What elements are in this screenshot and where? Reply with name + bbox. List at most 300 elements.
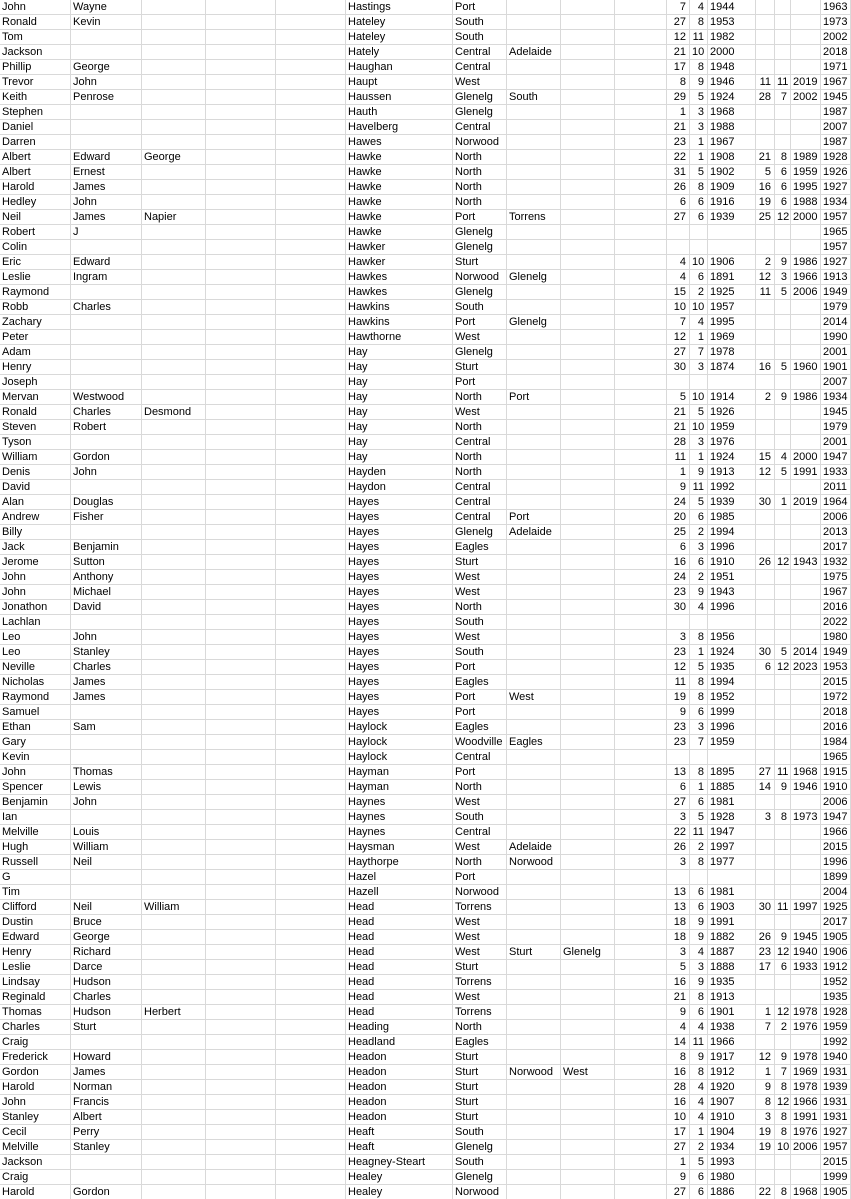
club3-cell[interactable]: [561, 480, 615, 495]
club1-cell[interactable]: West: [453, 75, 507, 90]
debut-year-cell[interactable]: 1939: [821, 1080, 851, 1095]
birth-day-cell[interactable]: 6: [667, 540, 690, 555]
birth-month-cell[interactable]: 6: [690, 900, 708, 915]
club1-cell[interactable]: Sturt: [453, 1095, 507, 1110]
first-name-cell[interactable]: Neil: [0, 210, 71, 225]
empty-cell[interactable]: [615, 885, 667, 900]
death-day-cell[interactable]: [756, 975, 775, 990]
birth-year-cell[interactable]: 1981: [708, 885, 756, 900]
empty-cell[interactable]: [276, 75, 346, 90]
empty-cell[interactable]: [615, 690, 667, 705]
middle-name-cell[interactable]: Ernest: [71, 165, 142, 180]
birth-year-cell[interactable]: 1948: [708, 60, 756, 75]
club2-cell[interactable]: [507, 990, 561, 1005]
empty-cell[interactable]: [206, 750, 276, 765]
third-name-cell[interactable]: [142, 285, 206, 300]
surname-cell[interactable]: Head: [346, 1005, 453, 1020]
club3-cell[interactable]: [561, 300, 615, 315]
birth-day-cell[interactable]: 17: [667, 1125, 690, 1140]
third-name-cell[interactable]: [142, 1170, 206, 1185]
first-name-cell[interactable]: Reginald: [0, 990, 71, 1005]
empty-cell[interactable]: [615, 15, 667, 30]
debut-year-cell[interactable]: 1947: [821, 450, 851, 465]
middle-name-cell[interactable]: Stanley: [71, 645, 142, 660]
club2-cell[interactable]: [507, 1005, 561, 1020]
death-day-cell[interactable]: [756, 855, 775, 870]
first-name-cell[interactable]: Stephen: [0, 105, 71, 120]
death-day-cell[interactable]: [756, 915, 775, 930]
first-name-cell[interactable]: Adam: [0, 345, 71, 360]
birth-day-cell[interactable]: 26: [667, 180, 690, 195]
death-month-cell[interactable]: [775, 15, 791, 30]
debut-year-cell[interactable]: 1935: [821, 990, 851, 1005]
club3-cell[interactable]: [561, 975, 615, 990]
club2-cell[interactable]: Adelaide: [507, 840, 561, 855]
death-year-cell[interactable]: [791, 675, 821, 690]
death-month-cell[interactable]: 9: [775, 930, 791, 945]
debut-year-cell[interactable]: 1971: [821, 60, 851, 75]
empty-cell[interactable]: [615, 795, 667, 810]
third-name-cell[interactable]: [142, 555, 206, 570]
death-day-cell[interactable]: [756, 435, 775, 450]
empty-cell[interactable]: [276, 1035, 346, 1050]
birth-year-cell[interactable]: 1924: [708, 645, 756, 660]
death-year-cell[interactable]: [791, 825, 821, 840]
club1-cell[interactable]: Sturt: [453, 1065, 507, 1080]
death-month-cell[interactable]: [775, 375, 791, 390]
surname-cell[interactable]: Hayes: [346, 690, 453, 705]
death-day-cell[interactable]: [756, 135, 775, 150]
death-year-cell[interactable]: [791, 240, 821, 255]
middle-name-cell[interactable]: William: [71, 840, 142, 855]
death-day-cell[interactable]: [756, 630, 775, 645]
third-name-cell[interactable]: [142, 300, 206, 315]
first-name-cell[interactable]: Peter: [0, 330, 71, 345]
middle-name-cell[interactable]: Charles: [71, 660, 142, 675]
club2-cell[interactable]: [507, 780, 561, 795]
first-name-cell[interactable]: Billy: [0, 525, 71, 540]
birth-year-cell[interactable]: [708, 750, 756, 765]
third-name-cell[interactable]: [142, 1080, 206, 1095]
empty-cell[interactable]: [276, 615, 346, 630]
empty-cell[interactable]: [276, 105, 346, 120]
club3-cell[interactable]: [561, 1140, 615, 1155]
debut-year-cell[interactable]: 1987: [821, 135, 851, 150]
birth-month-cell[interactable]: 5: [690, 1155, 708, 1170]
birth-month-cell[interactable]: 6: [690, 1005, 708, 1020]
birth-year-cell[interactable]: 1969: [708, 330, 756, 345]
surname-cell[interactable]: Haynes: [346, 810, 453, 825]
birth-month-cell[interactable]: 4: [690, 1095, 708, 1110]
birth-day-cell[interactable]: 8: [667, 1050, 690, 1065]
death-month-cell[interactable]: 9: [775, 1050, 791, 1065]
death-year-cell[interactable]: [791, 585, 821, 600]
club1-cell[interactable]: Glenelg: [453, 105, 507, 120]
club3-cell[interactable]: [561, 135, 615, 150]
surname-cell[interactable]: Hay: [346, 420, 453, 435]
middle-name-cell[interactable]: Francis: [71, 1095, 142, 1110]
death-month-cell[interactable]: [775, 1155, 791, 1170]
empty-cell[interactable]: [615, 465, 667, 480]
debut-year-cell[interactable]: 1999: [821, 1170, 851, 1185]
empty-cell[interactable]: [206, 780, 276, 795]
birth-day-cell[interactable]: 21: [667, 405, 690, 420]
third-name-cell[interactable]: [142, 1140, 206, 1155]
surname-cell[interactable]: Haughan: [346, 60, 453, 75]
birth-month-cell[interactable]: 9: [690, 465, 708, 480]
club1-cell[interactable]: Norwood: [453, 1185, 507, 1199]
birth-day-cell[interactable]: [667, 225, 690, 240]
death-day-cell[interactable]: 26: [756, 555, 775, 570]
empty-cell[interactable]: [615, 180, 667, 195]
empty-cell[interactable]: [276, 360, 346, 375]
surname-cell[interactable]: Hawke: [346, 210, 453, 225]
club2-cell[interactable]: [507, 1035, 561, 1050]
club1-cell[interactable]: Port: [453, 210, 507, 225]
club2-cell[interactable]: West: [507, 690, 561, 705]
empty-cell[interactable]: [206, 765, 276, 780]
debut-year-cell[interactable]: 1973: [821, 15, 851, 30]
death-month-cell[interactable]: [775, 135, 791, 150]
debut-year-cell[interactable]: 2016: [821, 720, 851, 735]
club1-cell[interactable]: Central: [453, 510, 507, 525]
death-month-cell[interactable]: 8: [775, 1110, 791, 1125]
empty-cell[interactable]: [615, 960, 667, 975]
birth-month-cell[interactable]: 11: [690, 1035, 708, 1050]
empty-cell[interactable]: [276, 15, 346, 30]
empty-cell[interactable]: [206, 720, 276, 735]
birth-day-cell[interactable]: 5: [667, 390, 690, 405]
birth-day-cell[interactable]: 28: [667, 435, 690, 450]
empty-cell[interactable]: [206, 645, 276, 660]
death-month-cell[interactable]: [775, 675, 791, 690]
middle-name-cell[interactable]: James: [71, 675, 142, 690]
birth-year-cell[interactable]: 1895: [708, 765, 756, 780]
middle-name-cell[interactable]: John: [71, 630, 142, 645]
debut-year-cell[interactable]: 2016: [821, 600, 851, 615]
empty-cell[interactable]: [206, 915, 276, 930]
club2-cell[interactable]: [507, 870, 561, 885]
death-year-cell[interactable]: 2002: [791, 90, 821, 105]
club1-cell[interactable]: Central: [453, 495, 507, 510]
birth-year-cell[interactable]: [708, 870, 756, 885]
birth-year-cell[interactable]: 1943: [708, 585, 756, 600]
club2-cell[interactable]: [507, 360, 561, 375]
death-day-cell[interactable]: [756, 330, 775, 345]
surname-cell[interactable]: Hastings: [346, 0, 453, 15]
club2-cell[interactable]: [507, 330, 561, 345]
third-name-cell[interactable]: [142, 315, 206, 330]
birth-day-cell[interactable]: 12: [667, 30, 690, 45]
empty-cell[interactable]: [206, 1065, 276, 1080]
debut-year-cell[interactable]: 1967: [821, 585, 851, 600]
death-year-cell[interactable]: 2000: [791, 450, 821, 465]
third-name-cell[interactable]: [142, 225, 206, 240]
empty-cell[interactable]: [615, 540, 667, 555]
birth-year-cell[interactable]: 1906: [708, 255, 756, 270]
death-month-cell[interactable]: [775, 990, 791, 1005]
death-month-cell[interactable]: 11: [775, 75, 791, 90]
surname-cell[interactable]: Hayes: [346, 555, 453, 570]
birth-day-cell[interactable]: 3: [667, 855, 690, 870]
third-name-cell[interactable]: [142, 690, 206, 705]
surname-cell[interactable]: Hawker: [346, 255, 453, 270]
club1-cell[interactable]: North: [453, 450, 507, 465]
third-name-cell[interactable]: [142, 525, 206, 540]
first-name-cell[interactable]: Mervan: [0, 390, 71, 405]
birth-day-cell[interactable]: 7: [667, 0, 690, 15]
club1-cell[interactable]: West: [453, 795, 507, 810]
death-month-cell[interactable]: [775, 840, 791, 855]
surname-cell[interactable]: Head: [346, 960, 453, 975]
club1-cell[interactable]: West: [453, 930, 507, 945]
empty-cell[interactable]: [206, 135, 276, 150]
birth-day-cell[interactable]: [667, 750, 690, 765]
birth-year-cell[interactable]: [708, 375, 756, 390]
debut-year-cell[interactable]: 1905: [821, 1185, 851, 1199]
empty-cell[interactable]: [615, 60, 667, 75]
third-name-cell[interactable]: [142, 330, 206, 345]
empty-cell[interactable]: [206, 600, 276, 615]
death-year-cell[interactable]: 1991: [791, 1110, 821, 1125]
club1-cell[interactable]: Port: [453, 375, 507, 390]
empty-cell[interactable]: [206, 1110, 276, 1125]
club3-cell[interactable]: [561, 570, 615, 585]
club2-cell[interactable]: [507, 465, 561, 480]
birth-day-cell[interactable]: 12: [667, 660, 690, 675]
death-day-cell[interactable]: 12: [756, 1050, 775, 1065]
empty-cell[interactable]: [615, 480, 667, 495]
middle-name-cell[interactable]: Neil: [71, 855, 142, 870]
birth-day-cell[interactable]: 28: [667, 1080, 690, 1095]
club1-cell[interactable]: North: [453, 1020, 507, 1035]
death-year-cell[interactable]: [791, 480, 821, 495]
surname-cell[interactable]: Head: [346, 900, 453, 915]
birth-day-cell[interactable]: 16: [667, 975, 690, 990]
club2-cell[interactable]: [507, 255, 561, 270]
death-day-cell[interactable]: [756, 870, 775, 885]
first-name-cell[interactable]: Clifford: [0, 900, 71, 915]
birth-year-cell[interactable]: 1938: [708, 1020, 756, 1035]
surname-cell[interactable]: Hateley: [346, 15, 453, 30]
first-name-cell[interactable]: Robert: [0, 225, 71, 240]
debut-year-cell[interactable]: 1966: [821, 825, 851, 840]
death-month-cell[interactable]: [775, 735, 791, 750]
club3-cell[interactable]: [561, 1035, 615, 1050]
surname-cell[interactable]: Hayman: [346, 765, 453, 780]
empty-cell[interactable]: [615, 255, 667, 270]
birth-month-cell[interactable]: 7: [690, 735, 708, 750]
death-month-cell[interactable]: [775, 1170, 791, 1185]
club2-cell[interactable]: [507, 615, 561, 630]
empty-cell[interactable]: [276, 705, 346, 720]
death-day-cell[interactable]: 6: [756, 660, 775, 675]
empty-cell[interactable]: [206, 465, 276, 480]
first-name-cell[interactable]: Craig: [0, 1035, 71, 1050]
club3-cell[interactable]: [561, 180, 615, 195]
first-name-cell[interactable]: Darren: [0, 135, 71, 150]
first-name-cell[interactable]: Raymond: [0, 690, 71, 705]
birth-day-cell[interactable]: [667, 870, 690, 885]
death-month-cell[interactable]: 5: [775, 465, 791, 480]
death-year-cell[interactable]: [791, 0, 821, 15]
middle-name-cell[interactable]: Louis: [71, 825, 142, 840]
third-name-cell[interactable]: [142, 450, 206, 465]
middle-name-cell[interactable]: Neil: [71, 900, 142, 915]
birth-day-cell[interactable]: 27: [667, 1185, 690, 1199]
empty-cell[interactable]: [615, 150, 667, 165]
club2-cell[interactable]: [507, 195, 561, 210]
club2-cell[interactable]: Adelaide: [507, 45, 561, 60]
club2-cell[interactable]: Sturt: [507, 945, 561, 960]
death-year-cell[interactable]: [791, 1035, 821, 1050]
debut-year-cell[interactable]: 1964: [821, 495, 851, 510]
birth-month-cell[interactable]: 1: [690, 135, 708, 150]
club3-cell[interactable]: [561, 810, 615, 825]
empty-cell[interactable]: [206, 75, 276, 90]
empty-cell[interactable]: [276, 435, 346, 450]
death-year-cell[interactable]: [791, 330, 821, 345]
empty-cell[interactable]: [615, 825, 667, 840]
club2-cell[interactable]: [507, 960, 561, 975]
debut-year-cell[interactable]: 1984: [821, 735, 851, 750]
third-name-cell[interactable]: [142, 255, 206, 270]
surname-cell[interactable]: Hayes: [346, 675, 453, 690]
surname-cell[interactable]: Hawke: [346, 165, 453, 180]
death-month-cell[interactable]: 8: [775, 1185, 791, 1199]
death-month-cell[interactable]: 12: [777, 1096, 790, 1108]
empty-cell[interactable]: [206, 360, 276, 375]
empty-cell[interactable]: [206, 525, 276, 540]
death-day-cell[interactable]: [756, 300, 775, 315]
debut-year-cell[interactable]: 2011: [821, 480, 851, 495]
death-day-cell[interactable]: 16: [756, 360, 775, 375]
death-year-cell[interactable]: [791, 135, 821, 150]
birth-day-cell[interactable]: 17: [667, 60, 690, 75]
empty-cell[interactable]: [206, 900, 276, 915]
death-day-cell[interactable]: [756, 0, 775, 15]
birth-month-cell[interactable]: 2: [690, 570, 708, 585]
death-year-cell[interactable]: [791, 855, 821, 870]
empty-cell[interactable]: [276, 480, 346, 495]
death-month-cell[interactable]: 7: [775, 90, 791, 105]
birth-year-cell[interactable]: 1994: [708, 525, 756, 540]
club1-cell[interactable]: North: [453, 780, 507, 795]
third-name-cell[interactable]: [142, 510, 206, 525]
empty-cell[interactable]: [276, 630, 346, 645]
club1-cell[interactable]: Port: [453, 315, 507, 330]
birth-year-cell[interactable]: 1978: [708, 345, 756, 360]
club1-cell[interactable]: North: [453, 195, 507, 210]
third-name-cell[interactable]: [142, 1110, 206, 1125]
third-name-cell[interactable]: [142, 990, 206, 1005]
third-name-cell[interactable]: [142, 420, 206, 435]
empty-cell[interactable]: [615, 195, 667, 210]
debut-year-cell[interactable]: 1963: [821, 0, 851, 15]
empty-cell[interactable]: [206, 420, 276, 435]
death-month-cell[interactable]: 11: [775, 900, 791, 915]
death-month-cell[interactable]: [775, 420, 791, 435]
empty-cell[interactable]: [276, 810, 346, 825]
death-month-cell[interactable]: [775, 795, 791, 810]
club1-cell[interactable]: Torrens: [453, 900, 507, 915]
death-day-cell[interactable]: 11: [756, 285, 775, 300]
surname-cell[interactable]: Haylock: [346, 750, 453, 765]
middle-name-cell[interactable]: [71, 525, 142, 540]
first-name-cell[interactable]: John: [0, 1095, 71, 1110]
club1-cell[interactable]: Torrens: [453, 1005, 507, 1020]
third-name-cell[interactable]: [142, 795, 206, 810]
club2-cell[interactable]: [507, 135, 561, 150]
empty-cell[interactable]: [276, 660, 346, 675]
middle-name-cell[interactable]: [71, 375, 142, 390]
first-name-cell[interactable]: G: [0, 870, 71, 885]
birth-day-cell[interactable]: 18: [667, 930, 690, 945]
debut-year-cell[interactable]: 1945: [821, 405, 851, 420]
empty-cell[interactable]: [615, 900, 667, 915]
club1-cell[interactable]: Port: [453, 705, 507, 720]
empty-cell[interactable]: [206, 960, 276, 975]
birth-month-cell[interactable]: 5: [690, 165, 708, 180]
birth-month-cell[interactable]: 8: [690, 180, 708, 195]
death-month-cell[interactable]: [775, 345, 791, 360]
middle-name-cell[interactable]: Hudson: [71, 975, 142, 990]
empty-cell[interactable]: [206, 870, 276, 885]
surname-cell[interactable]: Hayes: [346, 510, 453, 525]
death-month-cell[interactable]: 5: [775, 645, 791, 660]
death-year-cell[interactable]: [791, 225, 821, 240]
birth-year-cell[interactable]: 1966: [708, 1035, 756, 1050]
third-name-cell[interactable]: [142, 90, 206, 105]
club2-cell[interactable]: [507, 75, 561, 90]
first-name-cell[interactable]: Hugh: [0, 840, 71, 855]
club1-cell[interactable]: Central: [453, 45, 507, 60]
birth-year-cell[interactable]: 1920: [708, 1080, 756, 1095]
birth-year-cell[interactable]: 1882: [708, 930, 756, 945]
death-day-cell[interactable]: 2: [756, 390, 775, 405]
debut-year-cell[interactable]: 1980: [821, 630, 851, 645]
birth-year-cell[interactable]: 1956: [708, 630, 756, 645]
first-name-cell[interactable]: Raymond: [0, 285, 71, 300]
death-month-cell[interactable]: [775, 435, 791, 450]
third-name-cell[interactable]: [142, 840, 206, 855]
debut-year-cell[interactable]: 1913: [821, 270, 851, 285]
birth-day-cell[interactable]: 23: [667, 720, 690, 735]
birth-year-cell[interactable]: 1996: [708, 720, 756, 735]
debut-year-cell[interactable]: 1953: [821, 660, 851, 675]
empty-cell[interactable]: [615, 1080, 667, 1095]
birth-year-cell[interactable]: 1947: [708, 825, 756, 840]
empty-cell[interactable]: [276, 675, 346, 690]
empty-cell[interactable]: [615, 915, 667, 930]
club3-cell[interactable]: [561, 120, 615, 135]
empty-cell[interactable]: [276, 570, 346, 585]
club3-cell[interactable]: [561, 510, 615, 525]
club3-cell[interactable]: [561, 585, 615, 600]
empty-cell[interactable]: [276, 690, 346, 705]
empty-cell[interactable]: [615, 765, 667, 780]
birth-day-cell[interactable]: 13: [667, 885, 690, 900]
debut-year-cell[interactable]: 1965: [821, 225, 851, 240]
death-month-cell[interactable]: [775, 315, 791, 330]
death-year-cell[interactable]: 1943: [791, 555, 821, 570]
third-name-cell[interactable]: [142, 105, 206, 120]
empty-cell[interactable]: [206, 180, 276, 195]
third-name-cell[interactable]: [142, 240, 206, 255]
death-year-cell[interactable]: [791, 990, 821, 1005]
club1-cell[interactable]: Sturt: [453, 255, 507, 270]
death-day-cell[interactable]: [756, 990, 775, 1005]
